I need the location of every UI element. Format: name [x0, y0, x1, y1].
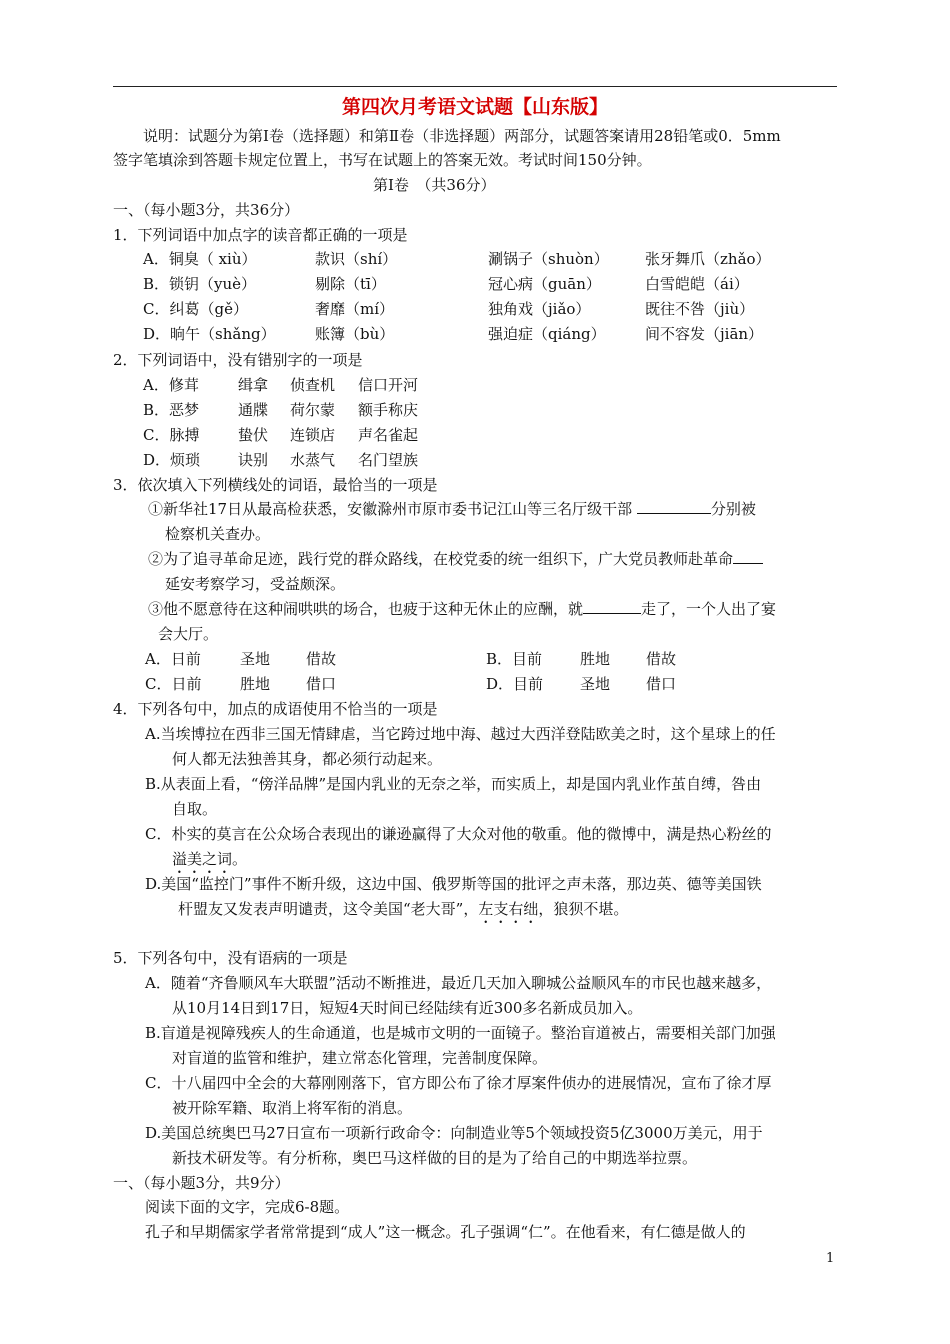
q3-option-d-1: D．目前 [486, 675, 544, 693]
q5-option-d-line-2: 新技术研发等。有分析称，奥巴马这样做的目的是为了给自己的中期选举拉票。 [172, 1149, 698, 1167]
q3-sentence-2: ②为了追寻革命足迹，践行党的群众路线，在校党委的统一组织下，广大党员教师赴革命 [148, 549, 763, 569]
q1-option-a-2: 款识（shí） [315, 250, 398, 268]
q1-option-a-3: 涮锅子（shuòn） [488, 250, 609, 268]
q3-option-c-1: C．日前 [145, 675, 202, 693]
q3-option-a-3: 借故 [306, 650, 337, 668]
q4-option-b-line-1: B.从表面上看，“傍洋品牌”是国内乳业的无奈之举，而实质上，却是国内乳业作茧自缚，咎由 [145, 775, 762, 793]
section-heading: 一、（每小题3分，共36分） [113, 201, 300, 219]
q1-option-d-2: 账簿（bù） [315, 325, 395, 343]
reading-instruction: 阅读下面的文字，完成6-8题。 [145, 1198, 350, 1216]
q4-option-c-line-2: 溢美之词。 [172, 850, 248, 868]
q5-option-b-line-2: 对盲道的监管和维护，建立常态化管理，完善制度保障。 [172, 1049, 548, 1067]
q3-option-b-1: B．目前 [486, 650, 543, 668]
q1-option-b-4: 白雪皑皑（ái） [645, 275, 749, 293]
q4-option-a-line-1: A.当埃博拉在西非三国无情肆虐，当它跨过地中海、越过大西洋登陆欧美之时，这个星球上的任 [145, 725, 776, 743]
q2-a-4: 信口开河 [358, 376, 419, 394]
q2-c-4: 声名雀起 [358, 426, 419, 444]
q2-b-1: B．恶梦 [143, 401, 200, 419]
q1-option-c-3: 独角戏（jiǎo） [488, 300, 591, 318]
q2-b-4: 额手称庆 [358, 401, 419, 419]
q3-option-b-3: 借故 [646, 650, 677, 668]
q2-d-1: D．烦琐 [143, 451, 201, 469]
q2-d-4: 名门望族 [358, 451, 419, 469]
q1-option-b-3: 冠心病（guān） [488, 275, 601, 293]
question-3-stem: 3．依次填入下列横线处的词语，最恰当的一项是 [113, 476, 438, 494]
q4-option-a-line-2: 何人都无法独善其身，都必须行动起来。 [172, 750, 443, 768]
q4-option-d-line-2: 杆盟友又发表声明谴责，这令美国“老大哥”，左支右绌，狼狈不堪。 [178, 900, 629, 918]
q5-option-d-line-1: D.美国总统奥巴马27日宣布一项新行政命令：向制造业等5个领域投资5亿3000万美元，用于 [145, 1124, 763, 1142]
q3-sentence-3: ③他不愿意待在这种闹哄哄的场合，也疲于这种无休止的应酬，就 走了，一个人出了宴 [148, 600, 777, 618]
q2-c-1: C．脉搏 [143, 426, 200, 444]
q3-option-d-3: 借口 [646, 675, 677, 693]
q5-option-a-line-1: A．随着“齐鲁顺风车大联盟”活动不断推进，最近几天加入聊城公益顺风车的市民也越来越多， [145, 974, 772, 992]
q1-option-b-2: 剔除（tī） [315, 275, 386, 293]
q2-b-3: 荷尔蒙 [290, 401, 336, 419]
q2-c-3: 连锁店 [290, 426, 336, 444]
q1-option-c-1: C．纠葛（gě） [143, 300, 248, 318]
page-number: 1 [826, 1251, 835, 1266]
q1-option-d-1: D．晌午（shǎng） [143, 325, 276, 343]
intro-line-1: 说明：试题分为第Ⅰ卷（选择题）和第Ⅱ卷（非选择题）两部分，试题答案请用28铅笔或0．5mm [143, 127, 781, 145]
question-5-stem: 5．下列各句中，没有语病的一项是 [113, 949, 348, 967]
q3-sentence-1: ①新华社17日从最高检获悉，安徽滁州市原市委书记江山等三名厅级干部 分别被 [148, 500, 756, 518]
q1-option-d-3: 强迫症（qiáng） [488, 325, 606, 343]
q3-option-a-1: A．日前 [145, 650, 201, 668]
intro-line-2: 签字笔填涂到答题卡规定位置上，书写在试题上的答案无效。考试时间150分钟。 [113, 151, 652, 169]
q2-d-3: 水蒸气 [290, 451, 336, 469]
q4-option-d-line-1: D.美国“监控门”事件不断升级，这边中国、俄罗斯等国的批评之声未落，那边英、德等美国铁 [145, 875, 762, 893]
emphasized-idiom: 左支右绌 [478, 900, 539, 918]
q3-sentence-2-cont: 延安考察学习，受益颇深。 [165, 575, 346, 593]
q5-option-a-line-2: 从10月14日到17日，短短4天时间已经陆续有近300多名新成员加入。 [172, 999, 643, 1017]
q1-option-a-4: 张牙舞爪（zhǎo） [645, 250, 771, 268]
question-2-stem: 2．下列词语中，没有错别字的一项是 [113, 351, 363, 369]
q5-option-c-line-2: 被开除军籍、取消上将军衔的消息。 [172, 1099, 413, 1117]
top-rule [113, 86, 837, 87]
q1-option-b-1: B．锁钥（yuè） [143, 275, 257, 293]
q4-option-b-line-2: 自取。 [172, 800, 218, 818]
q3-option-b-2: 胜地 [580, 650, 611, 668]
q1-option-d-4: 间不容发（jiān） [645, 325, 764, 343]
section-heading-2: 一、（每小题3分，共9分） [113, 1174, 290, 1192]
q3-option-c-2: 胜地 [240, 675, 271, 693]
q1-option-a-1: A．铜臭（ xiù） [143, 250, 257, 268]
question-1-stem: 1．下列词语中加点字的读音都正确的一项是 [113, 226, 408, 244]
q5-option-b-line-1: B.盲道是视障残疾人的生命通道，也是城市文明的一面镜子。整治盲道被占，需要相关部门加强 [145, 1024, 776, 1042]
fill-blank-2 [733, 549, 763, 564]
q3-option-a-2: 圣地 [240, 650, 271, 668]
question-4-stem: 4．下列各句中，加点的成语使用不恰当的一项是 [113, 700, 438, 718]
q3-option-c-3: 借口 [306, 675, 337, 693]
volume-heading: 第Ⅰ卷 （共36分） [373, 176, 496, 194]
q3-option-d-2: 圣地 [580, 675, 611, 693]
page-title: 第四次月考语文试题【山东版】 [341, 96, 608, 118]
q5-option-c-line-1: C．十八届四中全会的大幕刚刚落下，官方即公布了徐才厚案件侦办的进展情况，宣布了徐才厚 [145, 1074, 772, 1092]
q2-a-3: 侦查机 [290, 376, 336, 394]
passage-text: 孔子和早期儒家学者常常提到“成人”这一概念。孔子强调“仁”。在他看来，有仁德是做人的 [145, 1223, 746, 1241]
q1-option-c-2: 奢靡（mí） [315, 300, 395, 318]
fill-blank-3 [583, 599, 641, 614]
q4-option-c-line-1: C．朴实的莫言在公众场合表现出的谦逊赢得了大众对他的敬重。他的微博中，满是热心粉丝的 [145, 825, 772, 843]
q3-sentence-1-cont: 检察机关查办。 [165, 525, 271, 543]
fill-blank-1 [637, 499, 711, 514]
q2-a-1: A．修茸 [143, 376, 199, 394]
q3-sentence-3-cont: 会大厅。 [158, 625, 219, 643]
q2-a-2: 缉拿 [238, 376, 269, 394]
q1-option-c-4: 既往不咎（jiù） [645, 300, 755, 318]
q2-b-2: 通牒 [238, 401, 269, 419]
emphasized-idiom: 溢美之词 [172, 850, 233, 868]
q2-c-2: 蛰伏 [238, 426, 269, 444]
q2-d-2: 诀别 [238, 451, 269, 469]
